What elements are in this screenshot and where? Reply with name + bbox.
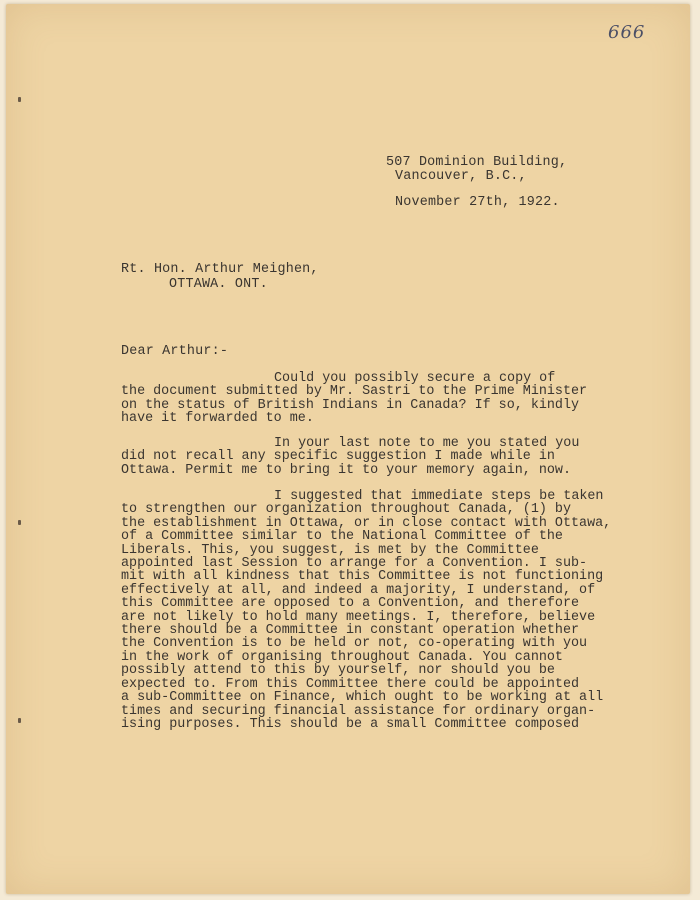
paragraph-line: the establishment in Ottawa, or in close contact with Ottawa, [121, 515, 612, 531]
edge-mark [18, 718, 21, 723]
paragraph-line: the Convention is to be held or not, co-operating with you [121, 636, 588, 652]
paragraph-line: did not recall any specific suggestion I made while in [121, 449, 555, 465]
edge-mark [18, 97, 21, 102]
sender-address-line-2: Vancouver, B.C., [395, 169, 527, 184]
paragraph-line: to strengthen our organization throughout Canada, (1) by [121, 502, 571, 518]
paragraph-1 [121, 372, 631, 426]
recipient-name: Rt. Hon. Arthur Meighen, [121, 262, 319, 277]
paragraph-line: this Committee are opposed to a Convention, and therefore [121, 596, 580, 612]
paragraph-line: Could you possibly secure a copy of [274, 371, 556, 386]
paragraph-line: are not likely to hold many meetings. I, therefore, believe [121, 609, 596, 625]
paragraph-line: a sub-Committee on Finance, which ought to be working at all [121, 690, 604, 706]
paragraph-line: of a Committee similar to the National Committee of the [121, 529, 563, 545]
paragraph-line: I suggested that immediate steps be taken [274, 489, 604, 504]
paragraph-line: times and securing financial assistance for ordinary organ- [121, 703, 596, 719]
sender-address-line-1: 507 Dominion Building, [386, 155, 568, 170]
paragraph-3 [121, 490, 631, 731]
paragraph-line: the document submitted by Mr. Sastri to the Prime Minister [121, 384, 588, 400]
paragraph-line: in the work of organising throughout Canada. You cannot [121, 649, 563, 665]
paragraph-line: expected to. From this Committee there could be appointed [121, 676, 580, 692]
paragraph-line: have it forwarded to me. [121, 411, 314, 427]
edge-mark [18, 520, 21, 525]
paragraph-line: effectively at all, and indeed a majority, I understand, of [121, 582, 596, 598]
paragraph-line: Ottawa. Permit me to bring it to your memory again, now. [121, 462, 571, 478]
folio-number: 666 [608, 22, 646, 43]
paragraph-line: appointed last Session to arrange for a Convention. I sub- [121, 556, 588, 572]
paragraph-line: In your last note to me you stated you [274, 436, 580, 451]
letter-date: November 27th, 1922. [395, 195, 560, 210]
recipient-location: OTTAWA. ONT. [169, 277, 268, 292]
salutation: Dear Arthur:- [121, 344, 229, 359]
paragraph-line: there should be a Committee in constant operation whether [121, 623, 580, 639]
paragraph-line: on the status of British Indians in Canada? If so, kindly [121, 397, 580, 413]
letter-page [6, 4, 690, 894]
paragraph-2 [121, 437, 631, 477]
paragraph-line: ising purposes. This should be a small Committee composed [121, 716, 580, 732]
paragraph-line: mit with all kindness that this Committee is not functioning [121, 569, 604, 585]
paragraph-line: possibly attend to this by yourself, nor should you be [121, 663, 555, 679]
paragraph-line: Liberals. This, you suggest, is met by the Committee [121, 542, 539, 558]
